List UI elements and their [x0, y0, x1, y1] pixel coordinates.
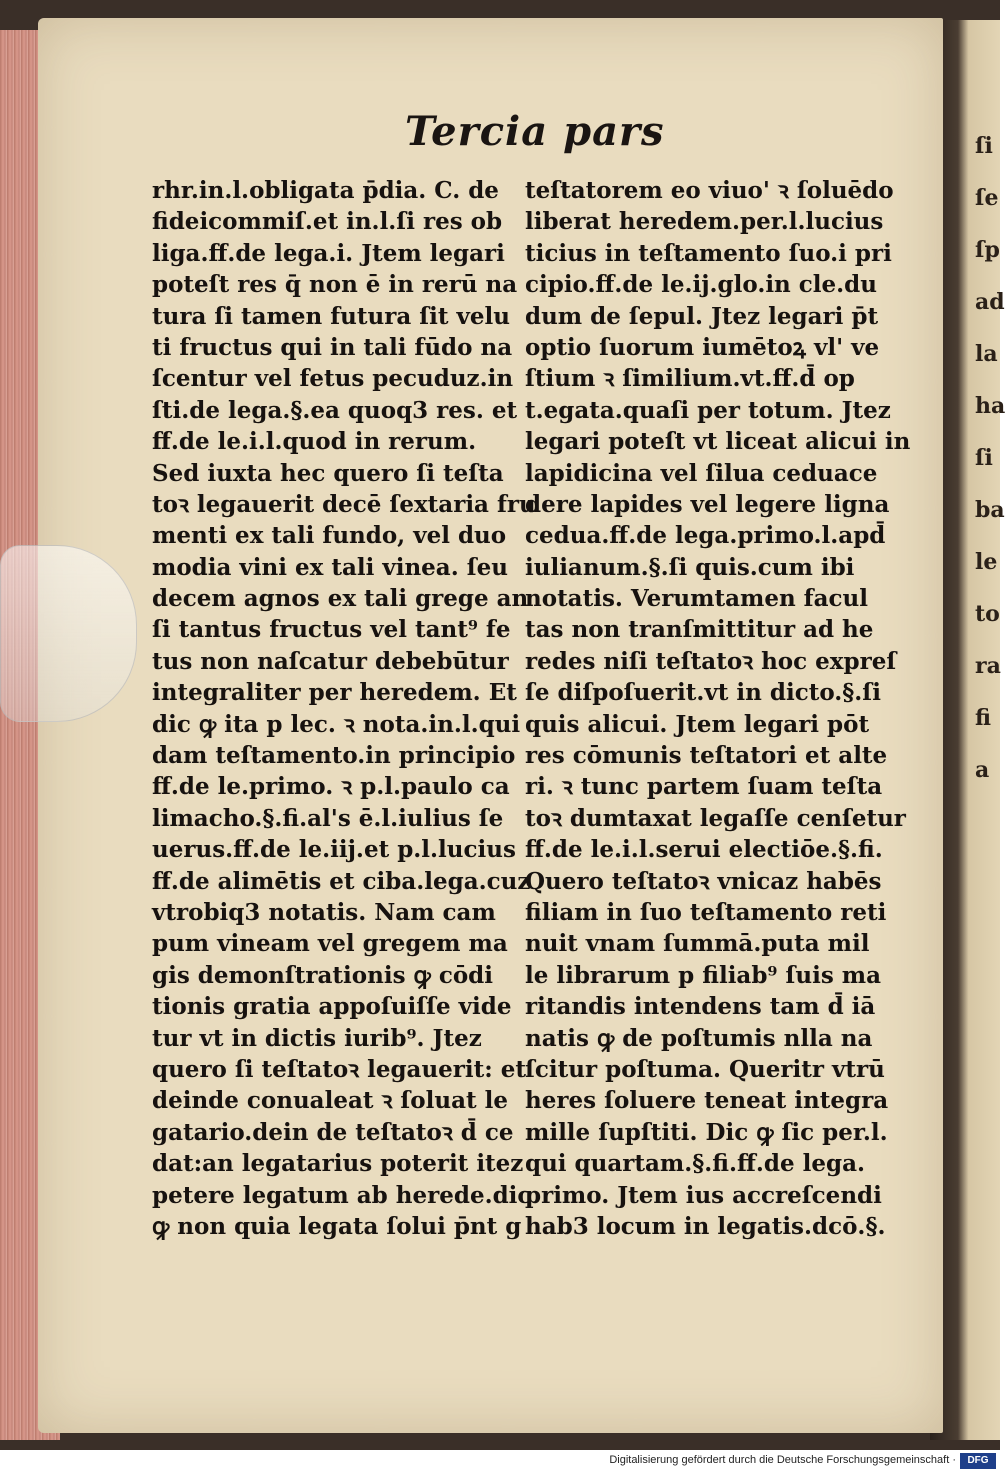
right-column-line: lapidicina vel ſilua ceduace: [525, 459, 878, 487]
right-column-line: hab3 locum in legatis.dcō.§.: [525, 1212, 886, 1240]
facing-page-fragment: ſi: [975, 133, 993, 159]
facing-page-fragments: [975, 120, 1005, 1420]
right-column-line: t.egata.quaſi per totum. Jtez: [525, 396, 891, 424]
left-column-line: rhr.in.l.obligata p̄dia. C. de: [152, 177, 499, 204]
left-column-line: poteſt res q̄ non ē in rerū na: [152, 271, 518, 299]
left-column-line: gatario.dein de teſtatoꝛ d̄ ce: [152, 1118, 514, 1146]
facing-page-fragment: a: [975, 757, 990, 783]
page-holder-clip: [0, 545, 137, 722]
left-column-line: uerus.ff.de le.iij.et p.l.lucius: [152, 836, 516, 864]
right-column-line: teſtatorem eo viuo' ꝛ ſoluēdo: [525, 177, 894, 204]
right-column-line: tas non tranſmittitur ad he: [525, 616, 874, 644]
left-column-line: ſti.de lega.§.ea quoq3 res. et: [152, 396, 518, 424]
text-column-right: [525, 175, 911, 1242]
right-column-line: heres ſoluere teneat integra: [525, 1087, 889, 1115]
right-column-line: redes niſi teſtatoꝛ hoc expreſ: [525, 647, 897, 675]
facing-page-fragment: fi: [975, 705, 991, 731]
facing-page-fragment: ſp: [975, 237, 1000, 263]
left-column-line: vtrobiq3 notatis. Nam cam: [152, 898, 496, 926]
right-column-line: liberat heredem.per.l.lucius: [525, 208, 884, 236]
right-column-line: ticius in teſtamento ſuo.i pri: [525, 239, 892, 267]
right-column-line: primo. Jtem ius accreſcendi: [525, 1181, 882, 1209]
right-column-line: ritandis intendens tam d̄ iā: [525, 993, 876, 1021]
right-column-line: res cōmunis teſtatori et alte: [525, 742, 888, 770]
left-column-line: tus non naſcatur debebūtur: [152, 647, 509, 675]
left-column-line: ſcentur vel fetus pecuduz.in: [152, 365, 514, 393]
facing-page-fragment: ad: [975, 289, 1005, 315]
right-column-line: legari poteſt vt liceat alicui in: [525, 428, 911, 456]
right-column-line: mille ſupſtiti. Dic ꝙ ſic per.l.: [525, 1118, 888, 1146]
footer-bar: [0, 1450, 1000, 1474]
right-column-line: qui quartam.§.fi.ff.de lega.: [525, 1150, 865, 1178]
left-column-line: menti ex tali fundo, vel duo: [152, 522, 507, 550]
right-column-line: optio ſuorum iumētoꝝ vl' ve: [525, 333, 880, 361]
left-column-line: ff.de le.primo. ꝛ p.l.paulo ca: [152, 773, 510, 801]
left-column-line: ff.de alimētis et ciba.lega.cuz: [152, 867, 531, 895]
left-column-line: Sed iuxta hec quero ſi teſta: [152, 459, 504, 487]
left-column-line: modia vini ex tali vinea. ſeu: [152, 553, 508, 581]
left-column-line: ti fructus qui in tali fūdo na: [152, 333, 513, 361]
left-column-line: liga.ff.de lega.i. Jtem legari: [152, 239, 505, 267]
facing-page-fragment: ſe: [975, 185, 999, 211]
facing-page-fragment: ſi: [975, 445, 993, 471]
right-column-line: ff.de le.i.l.serui electiōe.§.fi.: [525, 836, 883, 864]
left-column-line: dic ꝙ ita p lec. ꝛ nota.in.l.qui: [152, 710, 521, 738]
left-column-line: integraliter per heredem. Et: [152, 679, 517, 707]
left-column-line: ff.de le.i.l.quod in rerum.: [152, 428, 477, 456]
right-column-line: le librarum p filiab⁹ ſuis ma: [525, 961, 882, 989]
right-column-line: filiam in ſuo teſtamento reti: [525, 898, 887, 926]
left-column-line: limacho.§.fi.al's ē.l.iulius ſe: [152, 804, 504, 832]
left-column-line: decem agnos ex tali grege an: [152, 585, 529, 613]
right-column-line: cedua.ff.de lega.primo.l.apd̄: [525, 522, 886, 550]
right-column-line: Quero teſtatoꝛ vnicaz habēs: [525, 867, 882, 895]
right-column-line: ſe diſpoſuerit.vt in dicto.§.ſi: [525, 679, 881, 707]
facing-page-fragment: ra: [975, 653, 1001, 679]
left-column-line: quero ſi teſtatoꝛ legauerit: et: [152, 1055, 527, 1083]
left-column-line: pum vineam vel gregem ma: [152, 930, 508, 958]
right-column-line: cipio.ff.de le.ij.glo.in cle.du: [525, 271, 877, 299]
left-column-line: petere legatum ab herede.dic: [152, 1181, 532, 1209]
left-column-line: ꝙ non quia legata ſolui p̄nt g: [152, 1212, 522, 1240]
right-column-line: ri. ꝛ tunc partem ſuam teſta: [525, 773, 883, 801]
facing-page-fragment: ha: [975, 393, 1005, 419]
right-column-line: nuit vnam ſummā.puta mil: [525, 930, 870, 958]
left-column-line: tur vt in dictis iurib⁹. Jtez: [152, 1024, 482, 1052]
left-column-line: tura ſi tamen futura ſit velu: [152, 302, 510, 330]
left-column-line: ſi tantus fructus vel tant⁹ fe: [152, 616, 511, 644]
facing-page-fragment: le: [975, 549, 998, 575]
left-column-line: gis demonſtrationis ꝙ cōdi: [152, 961, 493, 989]
funding-credit: Digitalisierung gefördert durch die Deutsche Forschungsgemeinschaft ·: [609, 1454, 956, 1466]
left-column-line: fideicommiſ.et in.l.ſi res ob: [152, 208, 503, 236]
left-column-line: dat:an legatarius poterit itez: [152, 1150, 524, 1178]
right-column-line: dere lapides vel legere ligna: [525, 490, 890, 518]
facing-page-fragment: to: [975, 601, 1000, 627]
left-column-line: toꝛ legauerit decē ſextaria fru: [152, 490, 536, 518]
facing-page-fragment: ba: [975, 497, 1005, 523]
right-column-line: natis ꝙ de poſtumis nlla na: [525, 1024, 873, 1052]
left-column-line: deinde conualeat ꝛ ſoluat le: [152, 1087, 509, 1115]
left-column-line: tionis gratia appoſuiſſe vide: [152, 993, 512, 1021]
right-column-line: quis alicui. Jtem legari pōt: [525, 710, 870, 738]
dfg-logo: DFG: [960, 1453, 996, 1469]
right-column-line: ſcitur poſtuma. Queritr vtrū: [525, 1055, 885, 1083]
right-column-line: toꝛ dumtaxat legaſſe cenſetur: [525, 804, 906, 832]
facing-page-fragment: la: [975, 341, 998, 367]
right-column-line: ſtium ꝛ ſimilium.vt.ff.d̄ op: [525, 365, 855, 393]
left-column-line: dam teſtamento.in principio: [152, 742, 516, 770]
right-column-line: notatis. Verumtamen facul: [525, 585, 868, 613]
right-column-line: iulianum.§.ſi quis.cum ibi: [525, 553, 855, 581]
text-column-left: [152, 175, 536, 1242]
right-column-line: dum de ſepul. Jtez legari p̄t: [525, 302, 879, 330]
running-head: Tercia pars: [405, 108, 665, 155]
